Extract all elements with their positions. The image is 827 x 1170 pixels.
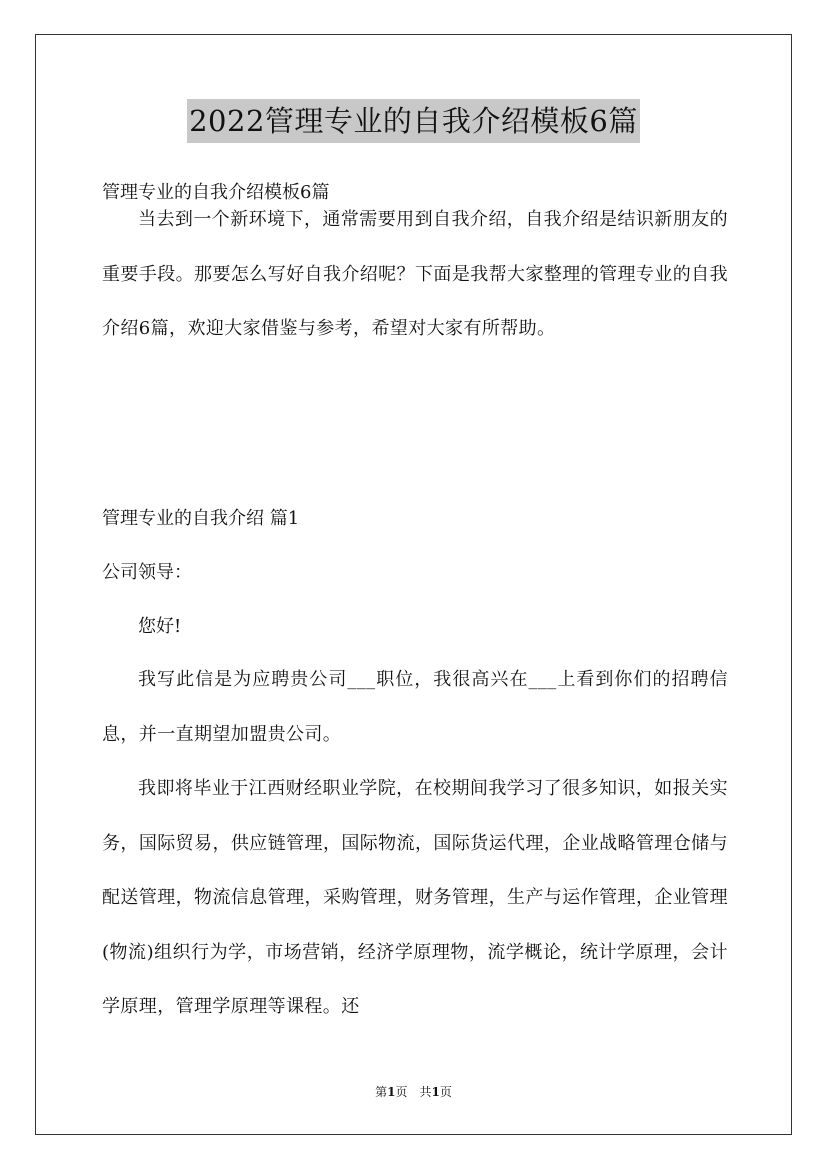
greeting: 您好!: [138, 616, 182, 637]
letter-paragraph-1: 我写此信是为应聘贵公司___职位，我很高兴在___上看到你们的招聘信息，并一直期望加盟贵公司。: [102, 669, 728, 745]
document-title: 2022管理专业的自我介绍模板6篇: [187, 99, 640, 143]
intro-paragraph: 当去到一个新环境下，通常需要用到自我介绍，自我介绍是结识新朋友的重要手段。那要怎么写好自我介绍呢？下面是我帮大家整理的管理专业的自我介绍6篇，欢迎大家借鉴与参考，希望对大家有所帮助。: [102, 209, 728, 339]
letter-paragraph-2: 我即将毕业于江西财经职业学院，在校期间我学习了很多知识，如报关实务，国际贸易，供应链管理，国际物流，国际货运代理，企业战略管理仓储与配送管理，物流信息管理，采购管理，财务管理，生产与运作管理，企业管理(物流)组织行为学，市场营销，经济学原理物，流学概论，统计学原理，会计学原理，管理学原理等课程。还: [102, 778, 728, 1017]
document-subtitle: 管理专业的自我介绍模板6篇: [102, 182, 330, 203]
salutation: 公司领导：: [102, 562, 192, 583]
footer-suffix: 页: [439, 1085, 452, 1099]
footer-prefix: 第: [375, 1085, 388, 1099]
footer-current-page: 1: [387, 1085, 396, 1099]
title-container: [0, 99, 827, 143]
footer-mid: 页 共: [395, 1085, 432, 1099]
section-heading: 管理专业的自我介绍 篇1: [102, 508, 300, 529]
page-footer: [0, 1084, 827, 1100]
footer-total-pages: 1: [431, 1085, 440, 1099]
